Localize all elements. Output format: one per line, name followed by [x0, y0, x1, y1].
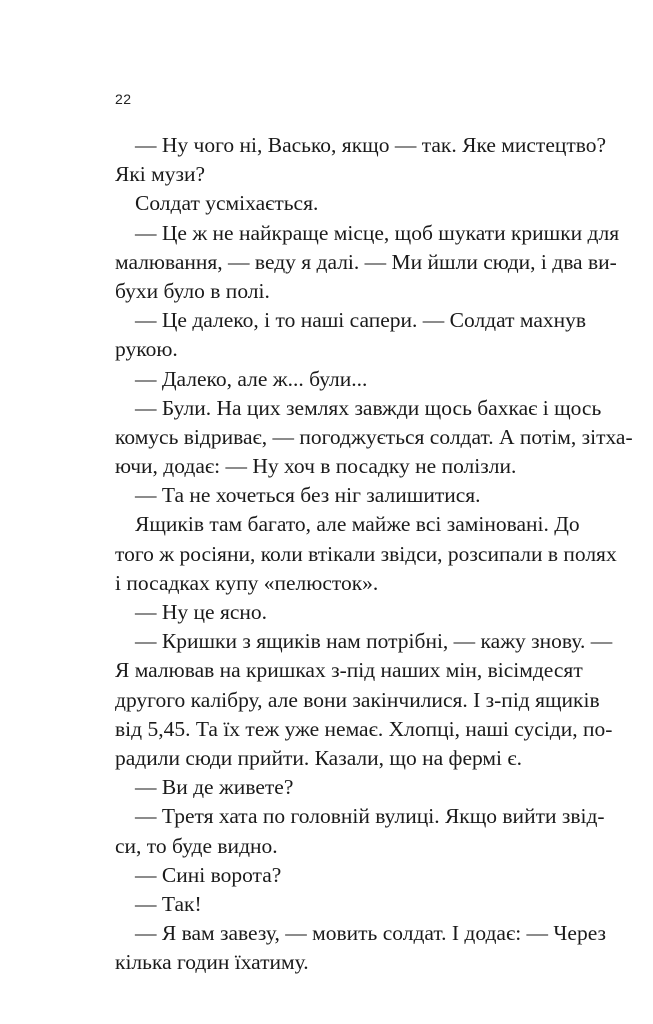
text-line: — Я вам завезу, — мовить солдат. І додає: — Через: [135, 921, 606, 946]
text-line: того ж росіяни, коли втікали звідси, розсипали в полях: [115, 541, 617, 566]
text-line: радили сюди прийти. Казали, що на фермі є.: [115, 745, 522, 770]
text-line: — Далеко, але ж... були...: [135, 366, 368, 391]
text-line: — Ви де живете?: [135, 775, 294, 800]
text-line: бухи було в полі.: [115, 278, 270, 303]
text-line: Я малював на кришках з-під наших мін, вісімдесят: [115, 658, 583, 683]
text-line: ючи, додає: — Ну хоч в посадку не полізли.: [115, 454, 517, 479]
text-line: — Сині ворота?: [135, 862, 282, 887]
text-line: — Кришки з ящиків нам потрібні, — кажу знову. —: [135, 629, 613, 654]
text-line: си, то буде видно.: [115, 833, 278, 858]
text-line: — Так!: [135, 891, 202, 916]
text-line: комусь відриває, — погоджується солдат. А потім, зітха-: [115, 424, 633, 449]
text-line: Солдат усміхається.: [135, 191, 319, 216]
text-body: [115, 131, 633, 977]
text-line: другого калібру, але вони закінчилися. І з-під ящиків: [115, 687, 600, 712]
text-line: рукою.: [115, 337, 178, 362]
text-line: — Це далеко, і то наші сапери. — Солдат махнув: [135, 308, 587, 333]
text-line: — Ну чого ні, Васько, якщо — так. Яке мистецтво?: [135, 133, 607, 157]
text-line: кілька годин їхатиму.: [115, 950, 309, 975]
text-line: — Були. На цих землях завжди щось бахкає і щось: [135, 395, 602, 420]
text-line: — Ну це ясно.: [135, 600, 268, 624]
text-line: — Та не хочеться без ніг залишитися.: [135, 483, 481, 508]
text-line: від 5,45. Та їх теж уже немає. Хлопці, наші сусіди, по-: [115, 716, 613, 741]
page-number: 22: [115, 91, 132, 107]
text-line: — Третя хата по головній вулиці. Якщо вийти звід-: [135, 804, 605, 829]
text-line: і посадках купу «пелюсток».: [115, 570, 379, 595]
text-line: малювання, — веду я далі. — Ми йшли сюди, і два ви-: [115, 249, 617, 274]
text-line: Які музи?: [115, 162, 206, 187]
text-line: Ящиків там багато, але майже всі заміновані. До: [135, 512, 580, 537]
text-line: — Це ж не найкраще місце, щоб шукати кришки для: [135, 220, 620, 245]
